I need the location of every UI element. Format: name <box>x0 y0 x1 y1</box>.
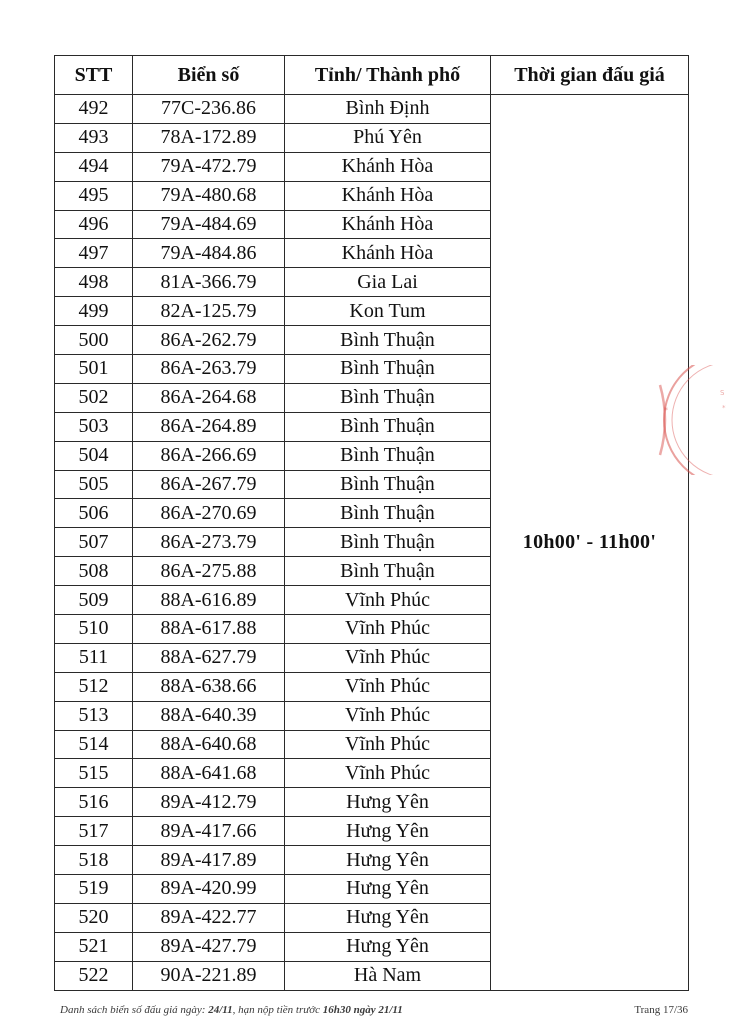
plate-cell: 88A-617.88 <box>133 615 285 644</box>
header-plate: Biển số <box>133 56 285 95</box>
province-cell: Phú Yên <box>285 123 491 152</box>
province-cell: Hưng Yên <box>285 817 491 846</box>
stt-cell: 504 <box>55 441 133 470</box>
province-cell: Bình Thuận <box>285 499 491 528</box>
plate-cell: 81A-366.79 <box>133 268 285 297</box>
table-body <box>55 95 689 991</box>
stt-cell: 519 <box>55 875 133 904</box>
stt-cell: 495 <box>55 181 133 210</box>
footer-deadline: 16h30 ngày 21/11 <box>322 1004 403 1016</box>
stt-cell: 499 <box>55 297 133 326</box>
plate-cell: 89A-427.79 <box>133 932 285 961</box>
plate-cell: 89A-412.79 <box>133 788 285 817</box>
stt-cell: 514 <box>55 730 133 759</box>
province-cell: Khánh Hòa <box>285 181 491 210</box>
province-cell: Vĩnh Phúc <box>285 672 491 701</box>
stt-cell: 510 <box>55 615 133 644</box>
province-cell: Hưng Yên <box>285 846 491 875</box>
province-cell: Bình Thuận <box>285 470 491 499</box>
stt-cell: 497 <box>55 239 133 268</box>
province-cell: Bình Thuận <box>285 383 491 412</box>
province-cell: Bình Định <box>285 95 491 124</box>
stt-cell: 500 <box>55 326 133 355</box>
page-footer <box>60 1004 688 1020</box>
plate-cell: 88A-638.66 <box>133 672 285 701</box>
stt-cell: 516 <box>55 788 133 817</box>
plate-cell: 78A-172.89 <box>133 123 285 152</box>
plate-cell: 88A-641.68 <box>133 759 285 788</box>
plate-cell: 89A-420.99 <box>133 875 285 904</box>
province-cell: Vĩnh Phúc <box>285 701 491 730</box>
plate-cell: 88A-616.89 <box>133 586 285 615</box>
stt-cell: 501 <box>55 355 133 384</box>
footer-auction-date: 24/11 <box>208 1004 233 1016</box>
plate-cell: 88A-640.39 <box>133 701 285 730</box>
stt-cell: 507 <box>55 528 133 557</box>
province-cell: Bình Thuận <box>285 528 491 557</box>
stt-cell: 502 <box>55 383 133 412</box>
stt-cell: 505 <box>55 470 133 499</box>
header-auction-time: Thời gian đấu giá <box>491 56 689 95</box>
svg-text:*: * <box>722 404 726 412</box>
stt-cell: 517 <box>55 817 133 846</box>
province-cell: Khánh Hòa <box>285 152 491 181</box>
stt-cell: 492 <box>55 95 133 124</box>
province-cell: Hà Nam <box>285 961 491 990</box>
plate-cell: 86A-264.89 <box>133 412 285 441</box>
stt-cell: 493 <box>55 123 133 152</box>
plate-cell: 89A-417.89 <box>133 846 285 875</box>
province-cell: Hưng Yên <box>285 932 491 961</box>
plate-cell: 89A-417.66 <box>133 817 285 846</box>
stt-cell: 521 <box>55 932 133 961</box>
plate-cell: 82A-125.79 <box>133 297 285 326</box>
plate-cell: 79A-484.86 <box>133 239 285 268</box>
stt-cell: 520 <box>55 903 133 932</box>
province-cell: Khánh Hòa <box>285 239 491 268</box>
province-cell: Bình Thuận <box>285 557 491 586</box>
stt-cell: 513 <box>55 701 133 730</box>
plate-cell: 89A-422.77 <box>133 903 285 932</box>
svg-text:*: * <box>664 406 668 415</box>
stt-cell: 503 <box>55 412 133 441</box>
province-cell: Hưng Yên <box>285 875 491 904</box>
svg-text:S: S <box>720 389 725 397</box>
header-stt: STT <box>55 56 133 95</box>
stt-cell: 522 <box>55 961 133 990</box>
province-cell: Hưng Yên <box>285 788 491 817</box>
page-number: Trang 17/36 <box>634 1004 688 1016</box>
province-cell: Bình Thuận <box>285 441 491 470</box>
province-cell: Gia Lai <box>285 268 491 297</box>
header-province: Tỉnh/ Thành phố <box>285 56 491 95</box>
plate-cell: 79A-480.68 <box>133 181 285 210</box>
stt-cell: 518 <box>55 846 133 875</box>
plate-cell: 86A-270.69 <box>133 499 285 528</box>
stt-cell: 498 <box>55 268 133 297</box>
stt-cell: 515 <box>55 759 133 788</box>
province-cell: Vĩnh Phúc <box>285 615 491 644</box>
stt-cell: 511 <box>55 643 133 672</box>
footer-note-prefix: Danh sách biển số đấu giá ngày: <box>60 1004 206 1016</box>
plate-cell: 86A-263.79 <box>133 355 285 384</box>
red-seal-stamp <box>650 365 730 475</box>
plate-cell: 79A-472.79 <box>133 152 285 181</box>
footer-note-middle: , hạn nộp tiền trước <box>232 1004 320 1016</box>
plate-cell: 86A-262.79 <box>133 326 285 355</box>
province-cell: Vĩnh Phúc <box>285 643 491 672</box>
plate-cell: 86A-266.69 <box>133 441 285 470</box>
province-cell: Vĩnh Phúc <box>285 759 491 788</box>
table-row <box>55 95 689 124</box>
stt-cell: 508 <box>55 557 133 586</box>
province-cell: Hưng Yên <box>285 903 491 932</box>
stt-cell: 512 <box>55 672 133 701</box>
plate-cell: 86A-275.88 <box>133 557 285 586</box>
plate-cell: 79A-484.69 <box>133 210 285 239</box>
plate-cell: 88A-627.79 <box>133 643 285 672</box>
province-cell: Khánh Hòa <box>285 210 491 239</box>
province-cell: Bình Thuận <box>285 412 491 441</box>
province-cell: Bình Thuận <box>285 355 491 384</box>
stt-cell: 506 <box>55 499 133 528</box>
plate-cell: 86A-273.79 <box>133 528 285 557</box>
province-cell: Kon Tum <box>285 297 491 326</box>
plate-cell: 90A-221.89 <box>133 961 285 990</box>
footer-note <box>60 1004 403 1016</box>
plate-cell: 86A-267.79 <box>133 470 285 499</box>
stt-cell: 509 <box>55 586 133 615</box>
province-cell: Bình Thuận <box>285 326 491 355</box>
plate-cell: 88A-640.68 <box>133 730 285 759</box>
stt-cell: 494 <box>55 152 133 181</box>
table-header-row <box>55 56 689 95</box>
province-cell: Vĩnh Phúc <box>285 730 491 759</box>
plate-auction-table <box>54 55 689 991</box>
plate-cell: 86A-264.68 <box>133 383 285 412</box>
plate-cell: 77C-236.86 <box>133 95 285 124</box>
auction-time-cell: 10h00' - 11h00' <box>491 95 689 991</box>
stt-cell: 496 <box>55 210 133 239</box>
province-cell: Vĩnh Phúc <box>285 586 491 615</box>
